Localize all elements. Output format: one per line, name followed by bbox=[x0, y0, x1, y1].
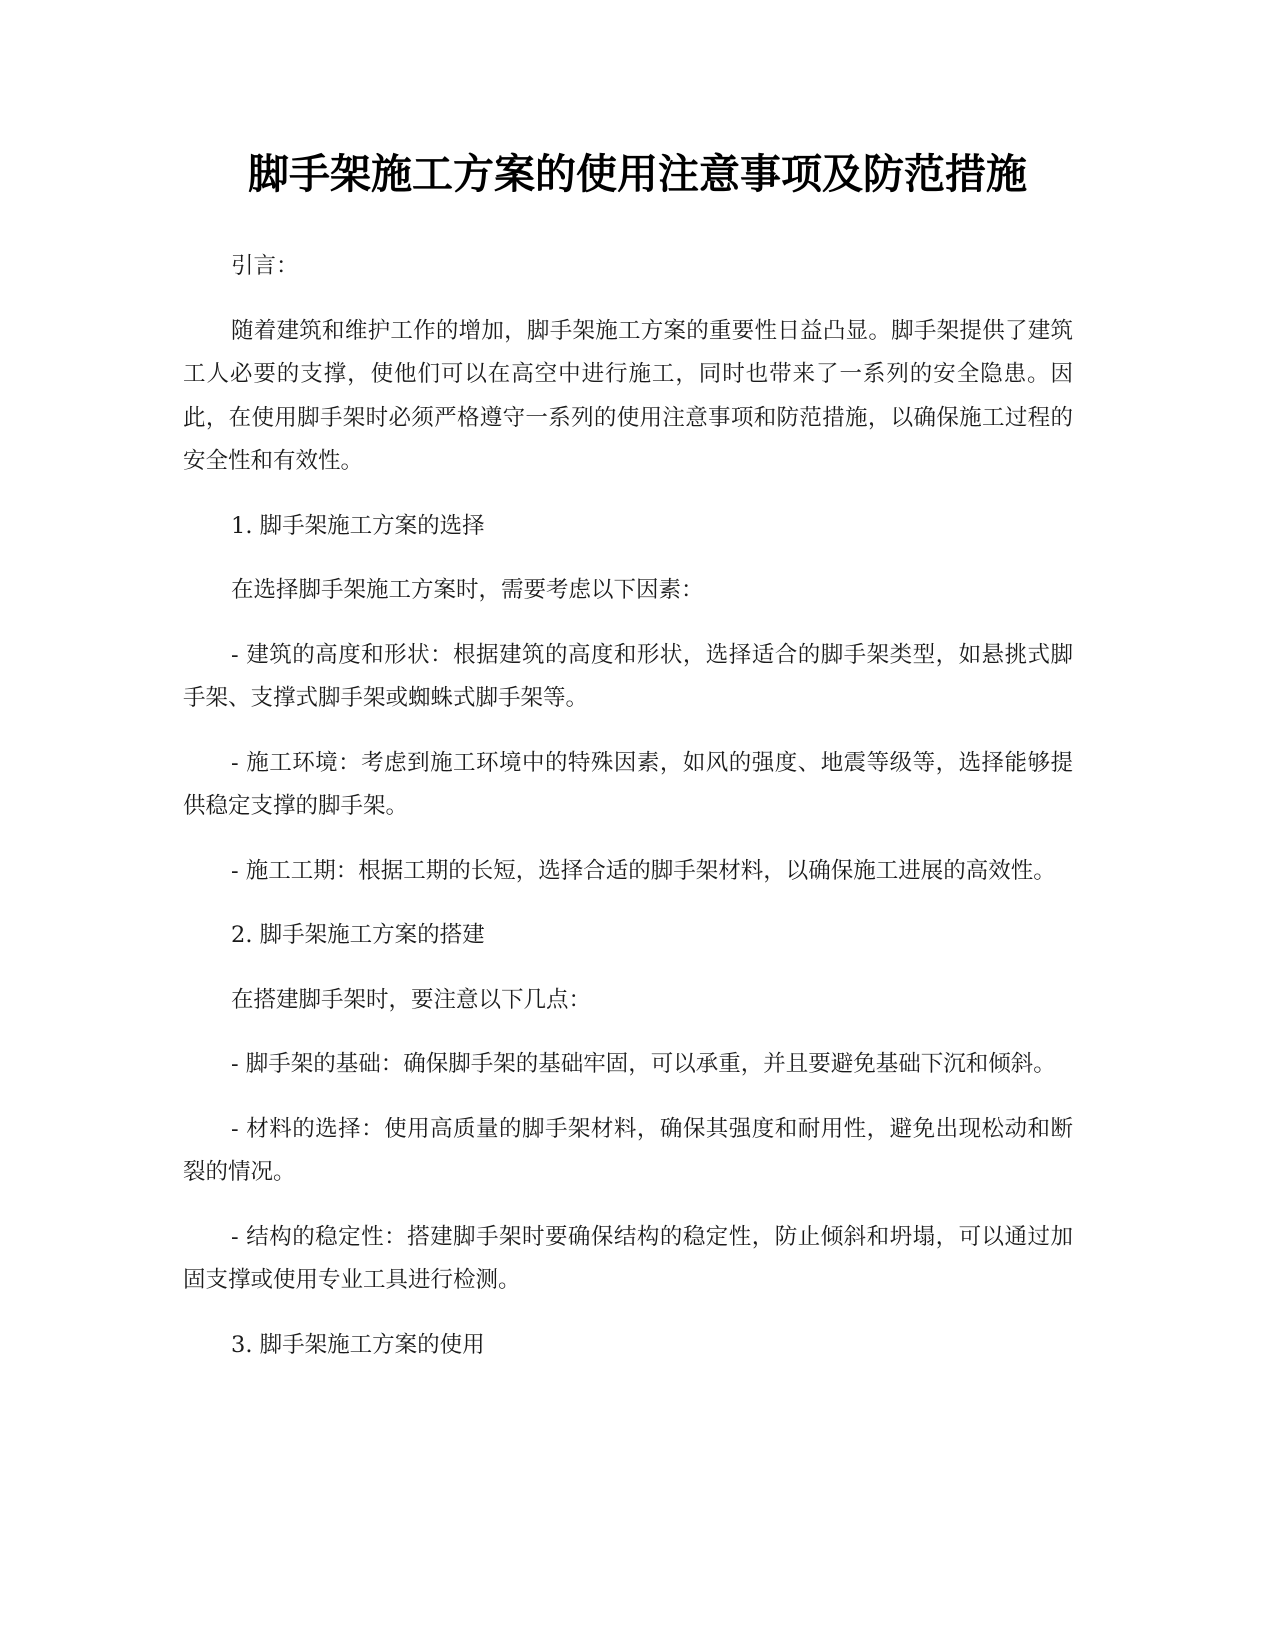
section-1-intro: 在选择脚手架施工方案时，需要考虑以下因素： bbox=[231, 577, 704, 603]
section-2-item-3: - 结构的稳定性：搭建脚手架时要确保结构的稳定性，防止倾斜和坍塌，可以通过加固支撑或使用专业工具进行检测。 bbox=[183, 1223, 1073, 1293]
section-1-item-2: - 施工环境：考虑到施工环境中的特殊因素，如风的强度、地震等级等，选择能够提供稳定支撑的脚手架。 bbox=[183, 749, 1073, 819]
section-heading-3: 3. 脚手架施工方案的使用 bbox=[231, 1331, 485, 1358]
section-2-item-1: - 脚手架的基础：确保脚手架的基础牢固，可以承重，并且要避免基础下沉和倾斜。 bbox=[231, 1051, 1056, 1077]
document-body bbox=[183, 245, 1073, 1388]
section-heading-2: 2. 脚手架施工方案的搭建 bbox=[231, 922, 485, 948]
document-title: 脚手架施工方案的使用注意事项及防范措施 bbox=[248, 150, 1027, 198]
section-heading-1: 1. 脚手架施工方案的选择 bbox=[231, 512, 485, 539]
intro-paragraph: 随着建筑和维护工作的增加，脚手架施工方案的重要性日益凸显。脚手架提供了建筑工人必要的支撑，使他们可以在高空中进行施工，同时也带来了一系列的安全隐患。因此，在使用脚手架时必须严格遵守一系列的使用注意事项和防范措施，以确保施工过程的安全性和有效性。 bbox=[183, 317, 1073, 474]
intro-label: 引言： bbox=[231, 253, 299, 279]
section-1-item-3: - 施工工期：根据工期的长短，选择合适的脚手架材料，以确保施工进展的高效性。 bbox=[231, 857, 1056, 884]
section-2-intro: 在搭建脚手架时，要注意以下几点： bbox=[231, 986, 592, 1013]
section-1-item-1: - 建筑的高度和形状：根据建筑的高度和形状，选择适合的脚手架类型，如悬挑式脚手架、支撑式脚手架或蜘蛛式脚手架等。 bbox=[183, 641, 1073, 711]
section-2-item-2: - 材料的选择：使用高质量的脚手架材料，确保其强度和耐用性，避免出现松动和断裂的情况。 bbox=[183, 1115, 1073, 1185]
